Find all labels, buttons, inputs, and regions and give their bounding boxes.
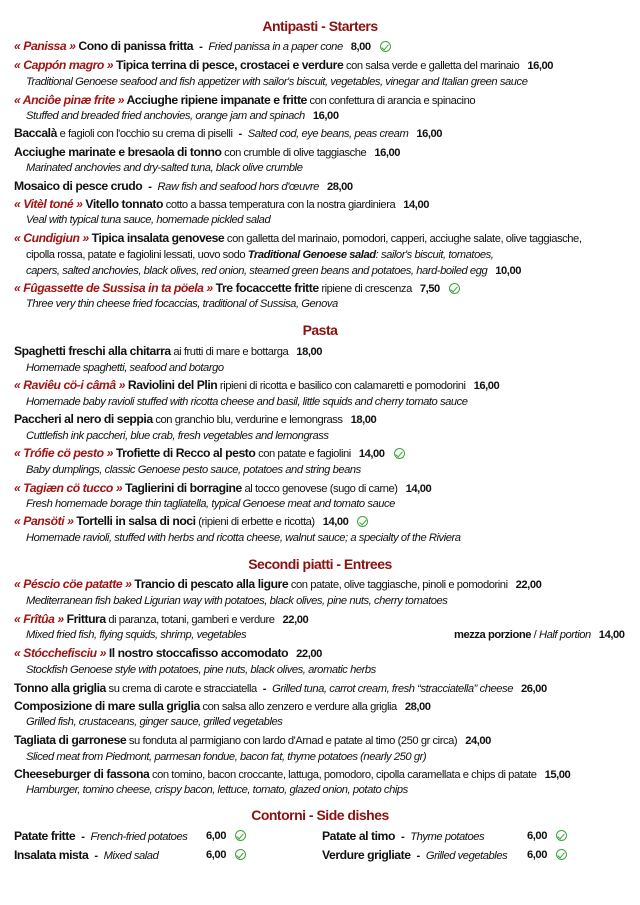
side-dish [14, 827, 314, 846]
dish-name: Tipica terrina di pesce, crostacei e verdure [113, 58, 344, 72]
english-description: French-fried potatoes [90, 831, 188, 843]
dish-name: Il nostro stoccafisso accomodato [105, 646, 289, 660]
italian-description: cipolla rossa, patate e fagiolini lessati, uovo sodo [26, 249, 248, 261]
separator: - [199, 41, 203, 53]
dish-name: Tortelli in salsa di noci [73, 514, 196, 528]
english-description: Mixed fried fish, flying squids, shrimp, vegetables [26, 629, 247, 641]
dialect-name: « Panissa » [14, 39, 76, 53]
description-line [26, 626, 625, 644]
dialect-name: « Trófie cö pesto » [14, 446, 113, 460]
dish-name: Acciughe marinate e bresaola di tonno [14, 145, 222, 159]
price: 22,00 [282, 614, 309, 626]
english-description: Raw fish and seafood hors d'œuvre [157, 181, 319, 193]
side-dish [322, 827, 622, 846]
dish-name: Tonno alla griglia [14, 681, 106, 695]
dish-name: Cheeseburger di fassona [14, 767, 150, 781]
menu-item [14, 342, 322, 360]
italian-description: ripieni di ricotta e basilico con calamaretti e pomodorini [217, 380, 466, 392]
price: 6,00 [206, 849, 226, 861]
dish-name: Composizione di mare sulla griglia [14, 699, 200, 713]
vegetarian-icon [449, 283, 460, 294]
section-heading [0, 321, 640, 339]
section-heading [0, 555, 640, 573]
english-description: Mixed salad [103, 850, 159, 862]
separator: - [148, 181, 152, 193]
price: 8,00 [350, 41, 371, 53]
menu-item [14, 731, 491, 749]
dialect-name: « Cundigiun » [14, 231, 89, 245]
menu-item [14, 376, 499, 394]
half-portion [454, 626, 625, 644]
description-line [26, 495, 395, 513]
english-description: Fresh homemade borage thin tagliatella, typical Genoese meat and tomato sauce [26, 498, 395, 510]
english-description: Fried panissa in a paper cone [208, 41, 343, 53]
dialect-name: « Pansöti » [14, 514, 74, 528]
side-dish [14, 846, 314, 865]
italian-description: con galletta del marinaio, pomodori, capperi, acciughe salate, olive taggiasche, [224, 233, 582, 245]
vegetarian-icon [556, 849, 567, 860]
italian-description: con salsa verde e galletta del marinaio [343, 60, 520, 72]
vegetarian-icon [235, 849, 246, 860]
vegetarian-icon [556, 830, 567, 841]
price: 16,00 [416, 128, 443, 140]
separator: - [238, 128, 242, 140]
description-line [26, 107, 339, 125]
english-description: Stockfish Genoese style with potatoes, pine nuts, black olives, aromatic herbs [26, 664, 376, 676]
price: 16,00 [374, 147, 401, 159]
description-line [26, 529, 461, 547]
italian-description: su crema di carote e stracciatella [105, 683, 257, 695]
menu-item [14, 679, 547, 697]
description-line [26, 461, 361, 479]
english-description: Traditional Genoese seafood and fish appetizer with sailor's biscuit, vegetables, vinegar and Italian green sauce [26, 76, 528, 88]
description-line [26, 295, 338, 313]
english-description: Half portion [538, 629, 591, 641]
italian-description: con salsa allo zenzero e verdure alla griglia [199, 701, 397, 713]
dish-name: Patate fritte [14, 829, 76, 843]
menu-item [14, 37, 391, 55]
price: 22,00 [515, 579, 542, 591]
menu-item [14, 575, 541, 593]
english-description: capers, salted anchovies, black olives, red onion, steamed green beans and potatoes, hard-boiled egg [26, 265, 488, 277]
price: 6,00 [206, 830, 226, 842]
separator: - [400, 831, 405, 843]
italian-description: con granchio blu, verdurine e lemongrass [152, 414, 343, 426]
english-description: Mediterranean fish baked Ligurian way with potatoes, black olives, pine nuts, cherry tomatoes [26, 595, 448, 607]
english-description: Homemade ravioli, stuffed with herbs and ricotta cheese, walnut sauce; a specialty of the Riviera [26, 532, 461, 544]
separator: - [262, 683, 267, 695]
italian-description: ai frutti di mare e bottarga [170, 346, 289, 358]
section-heading [0, 17, 640, 35]
price-group [206, 827, 246, 845]
english-description: Veal with typical tuna sauce, homemade pickled salad [26, 214, 271, 226]
price: 18,00 [296, 346, 323, 358]
italian-description: (ripieni di erbette e ricotta) [195, 516, 315, 528]
dish-name: Acciughe ripiene impanate e fritte [123, 93, 307, 107]
dialect-name: « Raviêu cö-i câmâ » [14, 378, 125, 392]
italian-description: con tomino, bacon croccante, lattuga, pomodoro, cipolla caramellata e chips di patate [149, 769, 537, 781]
english-description: Stuffed and breaded fried anchovies, orange jam and spinach [26, 110, 305, 122]
price: 6,00 [527, 849, 547, 861]
section-heading: Secondi piatti - Entrees [248, 556, 392, 572]
description-line [26, 592, 447, 610]
english-description: Homemade spaghetti, seafood and botargo [26, 362, 224, 374]
english-description: Grilled tuna, carrot cream, fresh “stracciatella” cheese [272, 683, 513, 695]
price: 14,00 [403, 199, 429, 211]
italian-description: / [531, 629, 539, 641]
dish-name: Insalata mista [14, 848, 89, 862]
dialect-name: « Fûgassette de Sussisa in ta pöela » [14, 281, 213, 295]
dish-name: Mosaico di pesce crudo [14, 179, 143, 193]
section-heading [0, 806, 640, 824]
menu-item [14, 512, 368, 530]
portion-label: mezza porzione [454, 629, 531, 641]
dish-name: Paccheri al nero di seppia [14, 412, 153, 426]
english-description-bold: Traditional Genoese salad [247, 249, 376, 261]
price: 24,00 [465, 735, 491, 747]
description-line [26, 211, 270, 229]
dish-name: Verdure grigliate [322, 848, 411, 862]
menu-item [14, 124, 442, 142]
english-description: Hamburger, tomino cheese, crispy bacon, lettuce, tomato, glazed onion, potato chips [26, 784, 408, 796]
dish-name: Tipica insalata genovese [88, 231, 225, 245]
italian-description: ripiene di crescenza [318, 283, 412, 295]
english-description: Baby dumplings, classic Genoese pesto sauce, potatoes and string beans [26, 464, 361, 476]
dialect-name: « Vitèl toné » [14, 197, 83, 211]
dish-name: Trancio di pescato alla ligure [131, 577, 289, 591]
italian-description: cotto a bassa temperatura con la nostra giardiniera [163, 199, 396, 211]
italian-description: con patate e fagiolini [255, 448, 351, 460]
description-line [26, 159, 302, 177]
italian-description: su fonduta al parmigiano con lardo d'Arnad e patate al timo (250 gr circa) [126, 735, 458, 747]
price-group [206, 846, 246, 864]
italian-description: con patate, olive taggiasche, pinoli e pomodorini [288, 579, 508, 591]
price: 15,00 [544, 769, 571, 781]
dish-name: Spaghetti freschi alla chitarra [14, 344, 171, 358]
description-line [26, 781, 408, 799]
price-group [527, 827, 567, 845]
english-description: Marinated anchovies and dry-salted tuna, black olive crumble [26, 162, 303, 174]
price: 26,00 [520, 683, 547, 695]
vegetarian-icon [357, 516, 368, 527]
dialect-name: « Stócchefisciu » [14, 646, 106, 660]
price: 14,00 [322, 516, 349, 528]
price: 6,00 [527, 830, 547, 842]
italian-description: con confettura di arancia e spinacino [306, 95, 476, 107]
price: 14,00 [358, 448, 385, 460]
dish-name: Frittura [63, 612, 106, 626]
side-dish [322, 846, 622, 865]
english-description: : sailor's biscuit, tomatoes, [375, 249, 494, 261]
english-description: Homemade baby ravioli stuffed with ricotta cheese and basil, little squids and cherry tomato sauce [26, 396, 468, 408]
price: 7,50 [419, 283, 440, 295]
dialect-name: « Frîtûa » [14, 612, 64, 626]
price: 16,00 [527, 60, 554, 72]
menu-item [14, 410, 376, 428]
italian-description: con crumble di olive taggiasche [221, 147, 367, 159]
dish-name: Patate al timo [322, 829, 395, 843]
dish-name: Taglierini di borragine [122, 481, 242, 495]
dish-name: Baccalà [14, 126, 57, 140]
separator: - [416, 850, 420, 862]
italian-description: di paranza, totani, gamberi e verdure [105, 614, 275, 626]
vegetarian-icon [380, 41, 391, 52]
separator: - [94, 850, 98, 862]
description-line [26, 713, 282, 731]
dialect-name: « Péscio cöe patatte » [14, 577, 132, 591]
menu-item [14, 56, 553, 74]
price: 16,00 [473, 380, 500, 392]
dish-name: Trofiette di Recco al pesto [112, 446, 256, 460]
dialect-name: « Cappón magro » [14, 58, 114, 72]
dialect-name: « Tagiæn cö tucco » [14, 481, 123, 495]
english-description: Grilled vegetables [425, 850, 508, 862]
dish-name: Raviolini del Plin [124, 378, 218, 392]
price: 10,00 [495, 265, 522, 277]
dish-name: Tre focaccette fritte [212, 281, 319, 295]
price: 18,00 [350, 414, 377, 426]
dish-name: Tagliata di garronese [14, 733, 127, 747]
price: 16,00 [312, 110, 339, 122]
menu-item [14, 229, 581, 247]
english-description: Thyme potatoes [410, 831, 485, 843]
italian-description: e fagioli con l'occhio su crema di piselli [56, 128, 233, 140]
description-line [26, 427, 329, 445]
dish-name: Vitello tonnato [82, 197, 164, 211]
description-line [26, 73, 527, 91]
description-line [26, 359, 224, 377]
price: 28,00 [404, 701, 431, 713]
english-description: Cuttlefish ink paccheri, blue crab, fresh vegetables and lemongrass [26, 430, 329, 442]
section-heading: Contorni - Side dishes [251, 807, 389, 823]
price-group [527, 846, 567, 864]
italian-description: al tocco genovese (sugo di carne) [241, 483, 398, 495]
price: 14,00 [405, 483, 432, 495]
english-description: Salted cod, eye beans, peas cream [247, 128, 409, 140]
vegetarian-icon [394, 448, 405, 459]
price: 22,00 [296, 648, 322, 660]
menu-item [14, 177, 353, 195]
english-description: Grilled fish, crustaceans, ginger sauce, grilled vegetables [26, 716, 283, 728]
menu-item [14, 444, 405, 462]
description-line [26, 661, 376, 679]
description-line [26, 262, 521, 280]
price: 28,00 [326, 181, 353, 193]
english-description: Sliced meat from Piedmont, parmesan fondue, bacon fat, thyme potatoes (nearly 250 gr) [26, 751, 427, 763]
description-line [26, 393, 468, 411]
menu-item [14, 644, 322, 662]
price: 14,00 [598, 629, 625, 641]
dish-name: Cono di panissa fritta [75, 39, 194, 53]
section-heading: Antipasti - Starters [262, 18, 378, 34]
section-heading: Pasta [302, 322, 338, 338]
english-description: Three very thin cheese fried focaccias, traditional of Sussisa, Genova [26, 298, 338, 310]
description-line [26, 748, 426, 766]
vegetarian-icon [235, 830, 246, 841]
separator: - [81, 831, 85, 843]
dialect-name: « Anciôe pinæ frite » [14, 93, 124, 107]
